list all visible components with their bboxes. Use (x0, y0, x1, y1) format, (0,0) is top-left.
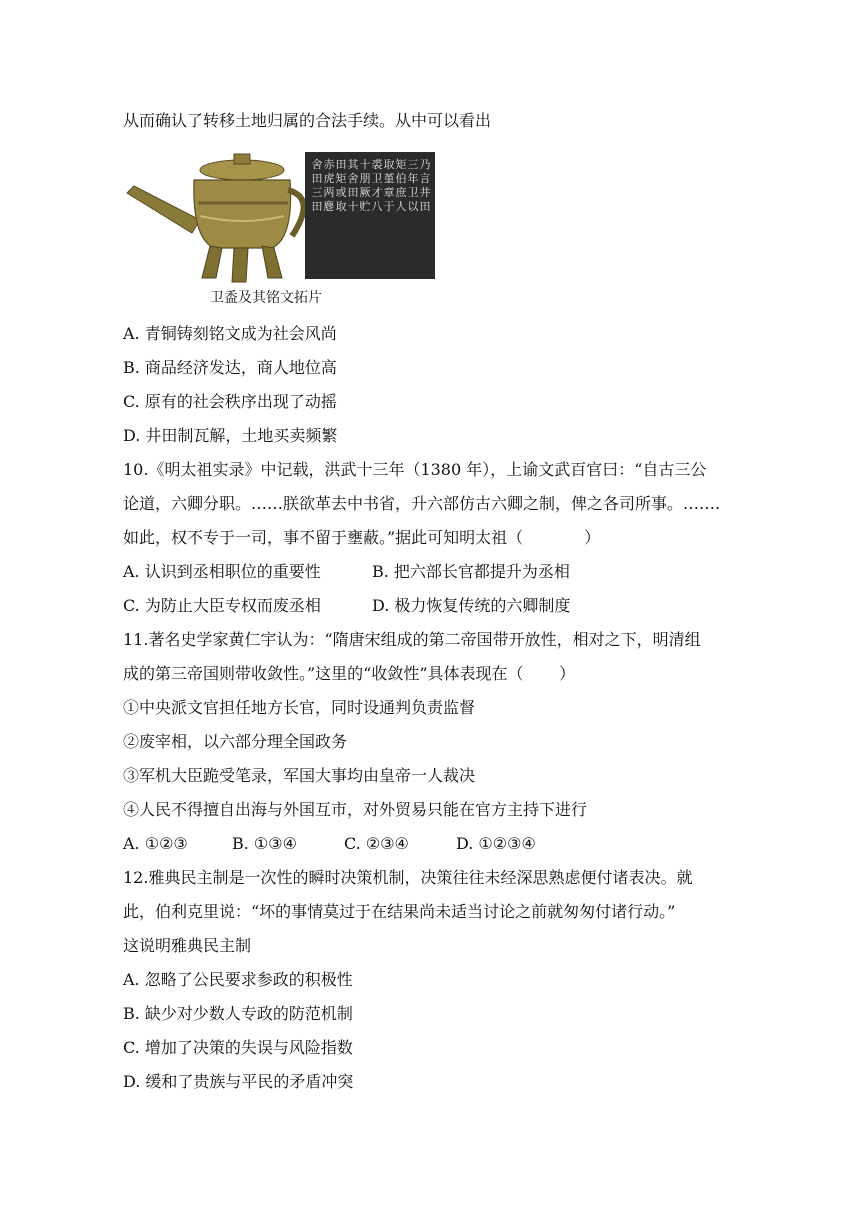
inscription-glyph: 取 (335, 200, 347, 213)
wei-he-vessel-image (122, 148, 452, 288)
q10-option-d: D. 极力恢复传统的六卿制度 (372, 596, 571, 615)
inscription-glyph: 麀 (323, 200, 335, 213)
q10-option-b: B. 把六部长官都提升为丞相 (372, 562, 570, 581)
q11-option-d: D. ①②③④ (456, 834, 536, 853)
inscription-glyph: 堇 (383, 172, 395, 185)
inscription-glyph: 田 (347, 186, 359, 199)
intro-line: 从而确认了转移土地归属的合法手续。从中可以看出 (123, 111, 492, 130)
inscription-glyph: 三 (311, 186, 323, 199)
inscription-glyph: 赤 (323, 158, 335, 171)
q10-stem-line: 10.《明太祖实录》中记载，洪武十三年（1380 年），上谕文武百官曰：“自古三公 (123, 460, 707, 479)
inscription-glyph: 才 (371, 186, 383, 199)
q12-option-b: B. 缺少对少数人专政的防范机制 (123, 1004, 353, 1023)
inscription-glyph: 于 (383, 200, 395, 213)
inscription-glyph: 其 (347, 158, 359, 171)
inscription-glyph: 厥 (359, 186, 371, 199)
q10-option-a: A. 认识到丞相职位的重要性 (123, 562, 321, 581)
inscription-glyph: 舍 (347, 172, 359, 185)
inscription-glyph: 章 (383, 186, 395, 199)
q9-option-d: D. 井田制瓦解，土地买卖频繁 (123, 426, 338, 445)
inscription-glyph: 虎 (323, 172, 335, 185)
inscription-glyph: 井 (419, 186, 431, 199)
inscription-glyph: 乃 (419, 158, 431, 171)
inscription-glyph: 贮 (359, 200, 371, 213)
inscription-glyph: 十 (359, 158, 371, 171)
inscription-glyph: 言 (419, 172, 431, 185)
inscription-glyph: 矩 (395, 158, 407, 171)
figure-caption: 卫盉及其铭文拓片 (210, 290, 322, 306)
q10-stem-line: 论道，六卿分职。……朕欲革去中书省，升六部仿古六卿之制，俾之各司所事。……. (123, 494, 721, 513)
q12-option-d: D. 缓和了贵族与平民的矛盾冲突 (123, 1072, 354, 1091)
inscription-glyph: 朋 (359, 172, 371, 185)
q10-option-c: C. 为防止大臣专权而废丞相 (123, 596, 321, 615)
inscription-glyph: 舍 (311, 158, 323, 171)
q11-item: ④人民不得擅自出海与外国互市，对外贸易只能在官方主持下进行 (123, 800, 588, 819)
q11-item: ③军机大臣跪受笔录，军国大事均由皇帝一人裁决 (123, 766, 476, 785)
q11-option-b: B. ①③④ (232, 834, 297, 853)
q12-stem-line: 12.雅典民主制是一次性的瞬时决策机制，决策往往未经深思熟虑便付诸表决。就 (123, 868, 693, 887)
inscription-glyph: 田 (335, 158, 347, 171)
inscription-glyph: 以 (407, 200, 419, 213)
q12-option-c: C. 增加了决策的失误与风险指数 (123, 1038, 353, 1057)
inscription-glyph: 庶 (395, 186, 407, 199)
inscription-glyph: 取 (383, 158, 395, 171)
inscription-glyph: 卫 (371, 172, 383, 185)
inscription-glyph: 十 (347, 200, 359, 213)
q12-stem-line: 这说明雅典民主制 (123, 936, 252, 955)
q11-item: ①中央派文官担任地方长官，同时设通判负责监督 (123, 698, 476, 717)
inscription-glyph: 卫 (407, 186, 419, 199)
inscription-glyph: 裘 (371, 158, 383, 171)
q9-option-a: A. 青铜铸刻铭文成为社会风尚 (123, 324, 337, 343)
q12-stem-line: 此，伯利克里说：“坏的事情莫过于在结果尚未适当讨论之前就匆匆付诸行动。” (123, 902, 676, 921)
inscription-glyph: 八 (371, 200, 383, 213)
inscription-glyph: 田 (419, 200, 431, 213)
q11-item: ②废宰相，以六部分理全国政务 (123, 732, 348, 751)
inscription-glyph: 人 (395, 200, 407, 213)
inscription-glyph: 三 (407, 158, 419, 171)
q11-stem-line: 成的第三帝国则带收敛性。”这里的“收敛性”具体表现在（ ） (123, 664, 576, 683)
q10-stem-line: 如此，权不专于一司，事不留于壅蔽。”据此可知明太祖（ ） (123, 528, 601, 547)
q11-option-c: C. ②③④ (344, 834, 409, 853)
q9-option-c: C. 原有的社会秩序出现了动摇 (123, 392, 337, 411)
q11-option-a: A. ①②③ (123, 834, 188, 853)
inscription-glyph: 田 (311, 172, 323, 185)
inscription-glyph: 两 (323, 186, 335, 199)
q12-option-a: A. 忽略了公民要求参政的积极性 (123, 970, 353, 989)
inscription-glyph: 伯 (395, 172, 407, 185)
inscription-glyph: 或 (335, 186, 347, 199)
inscription-glyph: 田 (311, 200, 323, 213)
inscription-glyph: 矩 (335, 172, 347, 185)
q9-option-b: B. 商品经济发达，商人地位高 (123, 358, 337, 377)
inscription-glyph: 年 (407, 172, 419, 185)
q11-stem-line: 11.著名史学家黄仁宇认为：“隋唐宋组成的第二帝国带开放性，相对之下，明清组 (123, 630, 701, 649)
